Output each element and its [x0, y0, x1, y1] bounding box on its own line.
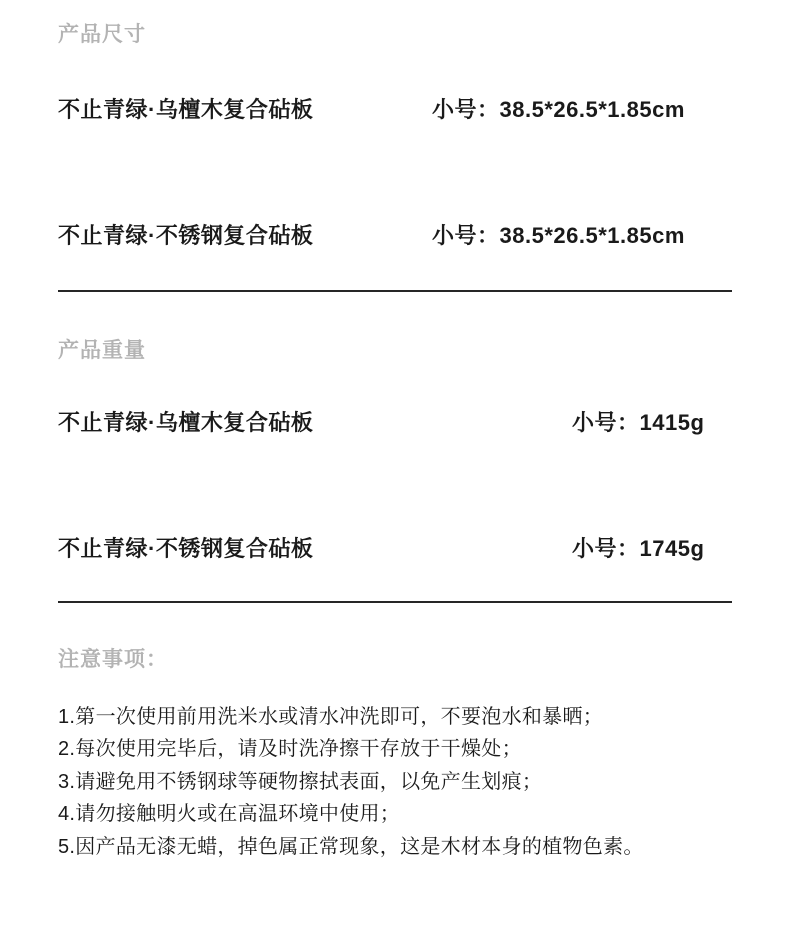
- spec-value-wrap: [432, 93, 732, 124]
- spec-value: 小号：1745g: [572, 536, 705, 561]
- spec-value: 小号：38.5*26.5*1.85cm: [432, 97, 685, 122]
- spec-value-wrap: [572, 532, 732, 563]
- spec-value-wrap: [572, 406, 732, 437]
- spec-name: 不止青绿·乌檀木复合砧板: [58, 97, 314, 122]
- section-label-size: 产品尺寸: [58, 23, 146, 46]
- spec-name: 不止青绿·乌檀木复合砧板: [58, 410, 314, 435]
- spec-row-weight-wood: [58, 406, 732, 437]
- spec-name: 不止青绿·不锈钢复合砧板: [58, 536, 314, 561]
- notes-list: [58, 701, 732, 863]
- spec-row-weight-steel: [58, 532, 732, 563]
- list-item: 1.第一次使用前用洗米水或清水冲洗即可，不要泡水和暴晒；: [58, 706, 604, 728]
- section-label-weight: 产品重量: [58, 339, 146, 362]
- section-label-notes: 注意事项：: [58, 648, 168, 671]
- list-item: 3.请避免用不锈钢球等硬物擦拭表面，以免产生划痕；: [58, 770, 543, 793]
- divider-after-weight: [58, 601, 732, 603]
- list-item: 5.因产品无漆无蜡，掉色属正常现象，这是木材本身的植物色素。: [58, 835, 644, 858]
- list-item: 2.每次使用完毕后，请及时洗净擦干存放于干燥处；: [58, 738, 522, 761]
- divider-after-size: [58, 290, 732, 292]
- spec-value: 小号：38.5*26.5*1.85cm: [432, 223, 685, 248]
- spec-row-size-wood: [58, 93, 732, 124]
- spec-row-size-steel: [58, 219, 732, 250]
- spec-value: 小号：1415g: [572, 410, 705, 435]
- list-item: 4.请勿接触明火或在高温环境中使用；: [58, 803, 401, 826]
- spec-name: 不止青绿·不锈钢复合砧板: [58, 223, 314, 248]
- spec-value-wrap: [432, 219, 732, 250]
